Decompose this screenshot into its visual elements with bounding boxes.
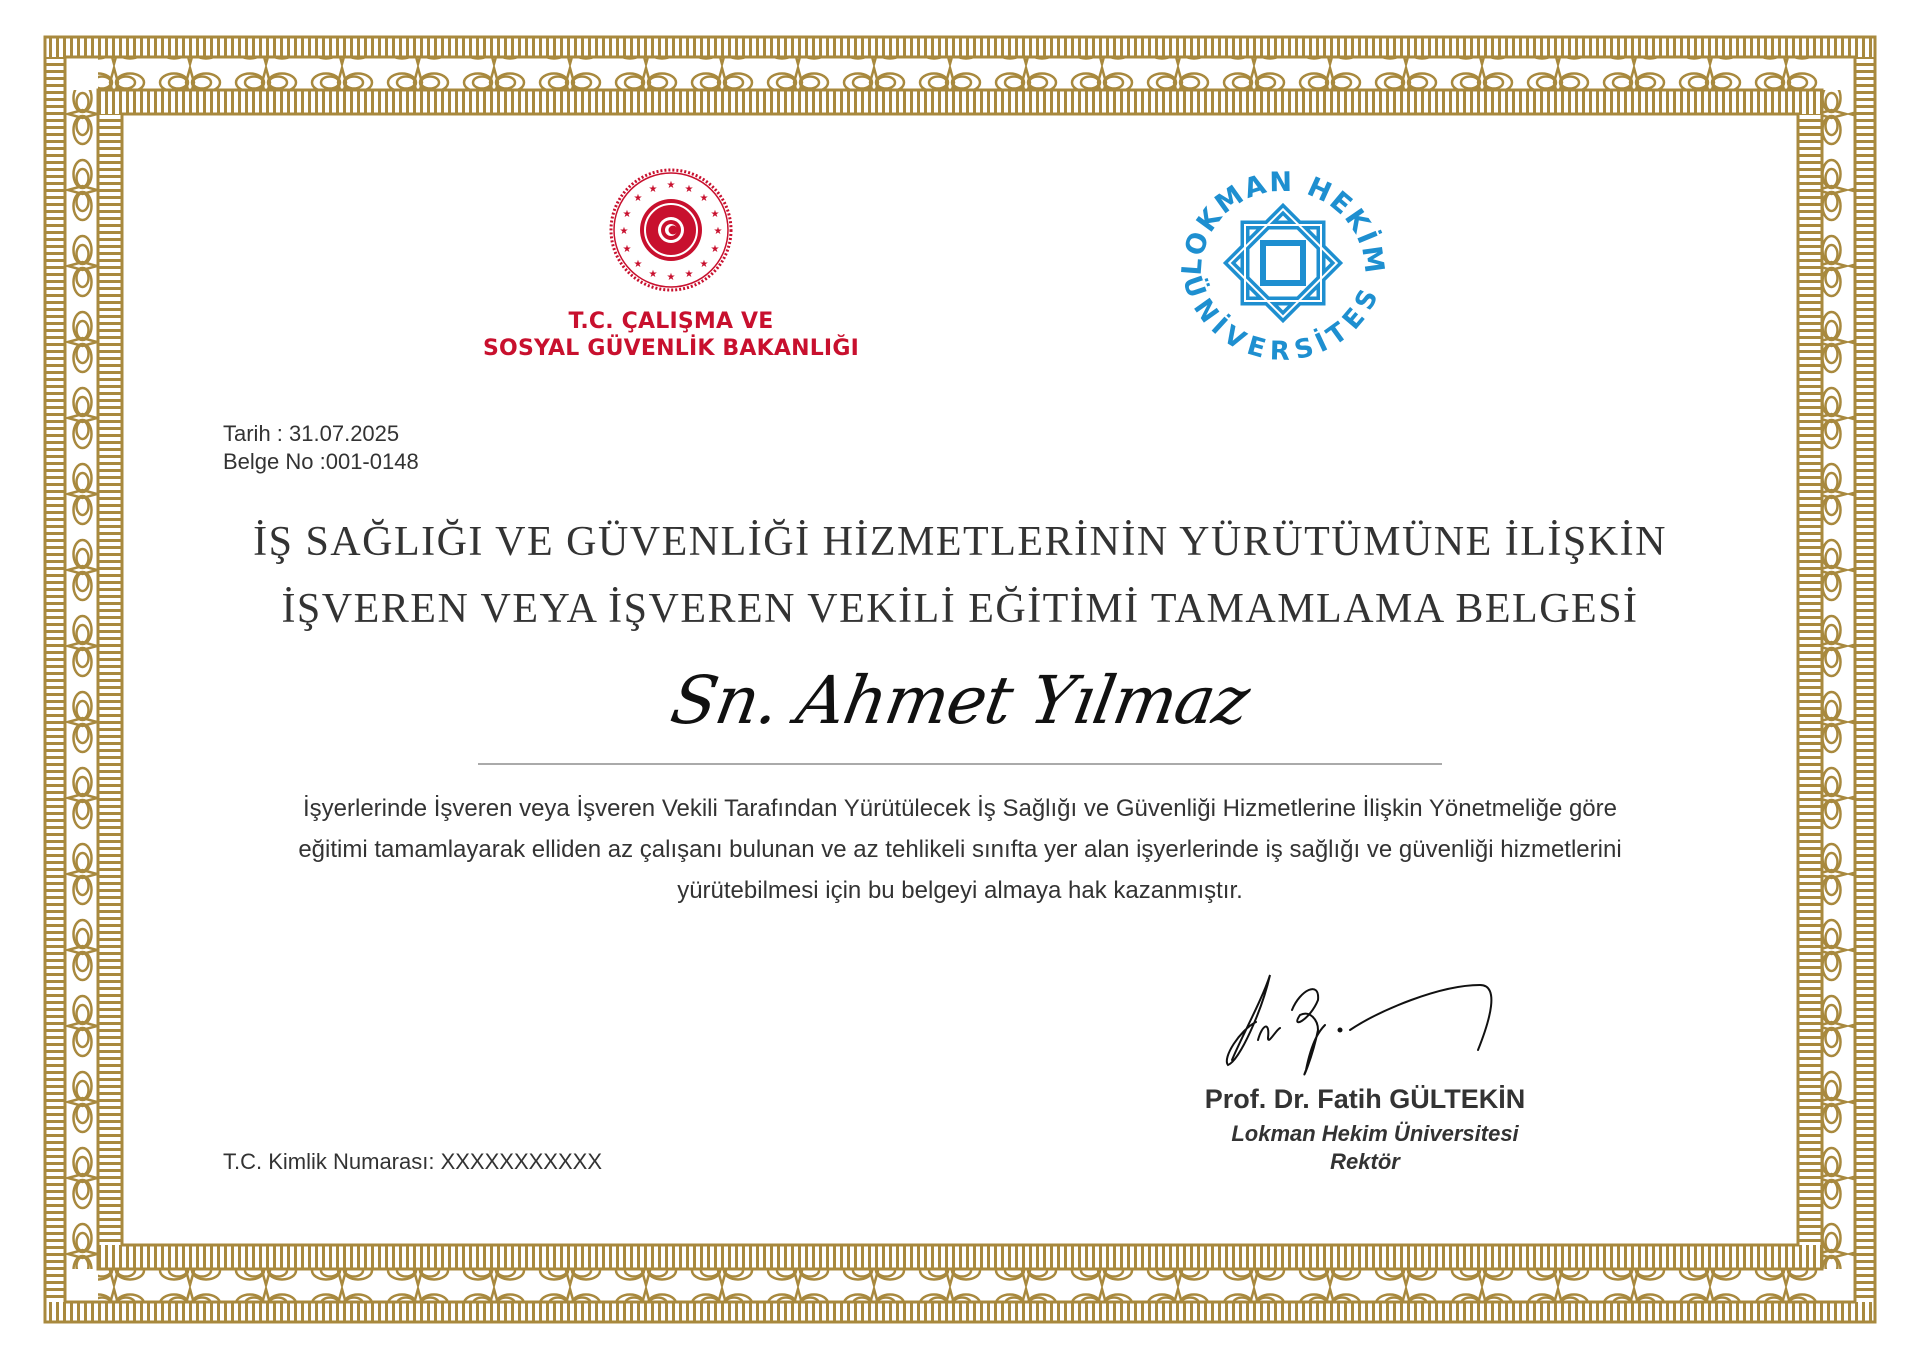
ministry-name-line1: T.C. ÇALIŞMA VE — [568, 309, 774, 334]
issue-date: Tarih : 31.07.2025 — [223, 421, 400, 446]
signatory-role: Rektör — [1330, 1149, 1400, 1174]
body-line3: yürütebilmesi için bu belgeyi almaya hak kazanmıştır. — [677, 877, 1243, 904]
id-number: T.C. Kimlik Numarası: XXXXXXXXXXX — [223, 1149, 602, 1174]
svg-text:★: ★ — [666, 272, 676, 283]
university-logo — [1176, 167, 1390, 367]
svg-text:LOKMAN HEKİM: LOKMAN HEKİM — [1176, 166, 1390, 277]
svg-text:★: ★ — [684, 269, 694, 280]
svg-text:★: ★ — [699, 193, 709, 204]
signatory-name: Prof. Dr. Fatih GÜLTEKİN — [1204, 1084, 1526, 1114]
svg-text:★: ★ — [622, 244, 632, 255]
svg-text:ÜNİVERSİTESİ: ÜNİVERSİTESİ — [1176, 260, 1386, 367]
certificate-title-line2: İŞVEREN VEYA İŞVEREN VEKİLİ EĞİTİMİ TAMAMLAMA BELGESİ — [281, 586, 1639, 632]
signatory-block — [1150, 1084, 1580, 1175]
body-line1: İşyerlerinde İşveren veya İşveren Vekili Tarafından Yürütülecek İş Sağlığı ve Güvenliği Hizmetlerine İlişkin Yönetmeliğe göre — [302, 795, 1617, 822]
svg-text:★: ★ — [648, 184, 658, 195]
svg-text:★: ★ — [684, 184, 694, 195]
svg-text:★: ★ — [633, 193, 643, 204]
signature-scribble — [1227, 975, 1492, 1074]
name-underline — [478, 763, 1442, 765]
svg-text:★: ★ — [713, 226, 723, 237]
svg-text:★: ★ — [622, 209, 632, 220]
document-meta — [223, 420, 419, 476]
svg-text:★: ★ — [619, 226, 629, 237]
svg-text:★: ★ — [699, 259, 709, 270]
body-line2: eğitimi tamamlayarak elliden az çalışanı bulunan ve az tehlikeli sınıfta yer alan işyerlerinde iş sağlığı ve güvenliği hizmetlerini — [298, 836, 1622, 863]
ministry-seal-logo — [611, 170, 731, 290]
svg-text:★: ★ — [633, 259, 643, 270]
certificate-body — [230, 788, 1690, 911]
recipient-name: Sn. Ahmet Yılmaz — [665, 662, 1255, 739]
svg-text:★: ★ — [666, 180, 676, 191]
svg-text:★: ★ — [710, 244, 720, 255]
svg-text:★: ★ — [648, 269, 658, 280]
ministry-name-line2: SOSYAL GÜVENLİK BAKANLIĞI — [483, 336, 859, 361]
signatory-organization: Lokman Hekim Üniversitesi — [1231, 1121, 1519, 1146]
svg-text:★: ★ — [710, 209, 720, 220]
ministry-name — [471, 308, 871, 362]
certificate-title-line1: İŞ SAĞLIĞI VE GÜVENLİĞİ HİZMETLERİNİN YÜRÜTÜMÜNE İLİŞKİN — [253, 519, 1667, 565]
document-number: Belge No :001-0148 — [223, 449, 419, 474]
